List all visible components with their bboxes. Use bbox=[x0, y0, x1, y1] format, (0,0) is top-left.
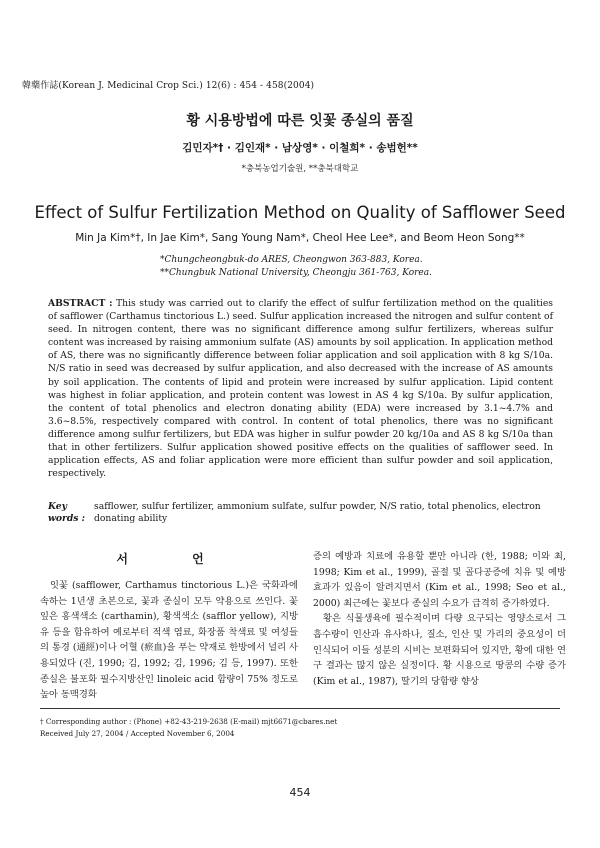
paragraph: 황은 식물생육에 필수적이며 다량 요구되는 영양소로서 그 흡수량이 인산과 유사하나, 질소, 인산 및 가리의 중요성이 더 인식되어 이들 성분의 시비는 보편화되어 있지만, 황에 대한 연구 결과는 많지 않은 실정이다. 황 시용으로 땅콩의 수량 증가 (Kim et al., 1987), 딸기의 당함량 향상 bbox=[313, 613, 566, 687]
keywords-label: Key words : bbox=[48, 501, 86, 524]
paragraph: 잇꽃 (safflower, Carthamus tinctorious L.)은 국화과에 속하는 1년생 초본으로, 꽃과 종실이 모두 약용으로 쓰인다. 꽃잎은 홍색색소 (carthamin), 황색색소 (safflor yellow), 지방유 등을 함유하여 예로부터 적색 염료, 화장품 착색료 및 여성들의 통경 (通經)이나 어혈 (瘀血)을 푸는 약재로 한방에서 널리 사용되었다 (진, 1990; 김, 1992; 김, 1996; 김 등, 1997). 또한 종실은 불포화 필수지방산인 linoleic acid 함량이 75% 정도로 높아 동맥경화 bbox=[40, 580, 298, 701]
corresponding-author-note: † Corresponding author : (Phone) +82-43-219-2638 (E-mail) mjt6671@cbares.net bbox=[40, 717, 338, 726]
korean-authors: 김민자*† · 김인재* · 남상영* · 이철희* · 송범헌** bbox=[182, 142, 418, 154]
english-title: Effect of Sulfur Fertilization Method on Quality of Safflower Seed bbox=[34, 203, 566, 222]
korean-affiliations: *충북농업기술원, **충북대학교 bbox=[241, 164, 359, 174]
korean-title: 황 시용방법에 따른 잇꽃 종실의 품질 bbox=[186, 113, 414, 129]
english-affiliations bbox=[160, 254, 432, 280]
affiliation-line: **Chungbuk National University, Cheongju 361-763, Korea. bbox=[160, 268, 432, 278]
abstract-label: ABSTRACT : bbox=[48, 298, 113, 309]
page-number: 454 bbox=[289, 786, 311, 799]
body-column-left bbox=[40, 578, 298, 703]
keywords bbox=[48, 501, 553, 525]
affiliation-line: *Chungcheongbuk-do ARES, Cheongwon 363-883, Korea. bbox=[160, 255, 423, 265]
section-heading: 서 언 bbox=[116, 552, 234, 566]
english-authors: Min Ja Kim*†, In Jae Kim*, Sang Young Nam*, Cheol Hee Lee*, and Beom Heon Song** bbox=[75, 232, 525, 244]
abstract-body: This study was carried out to clarify the effect of sulfur fertilization method on the qualities of safflower (Carthamus tinctorious L.) seed. Sulfur application increased the nitrogen and sulfur content of seed. In nitrogen content, there was no significant difference among sulfur fertilizers, whereas sulfur content was increased by raising ammonium sulfate (AS) amounts by soil application. In application method of AS, there was no significantly difference between foliar application and soil application with 8 kg S/10a. N/S ratio in seed was decreased by sulfur application, and also decreased with the increase of AS amounts by soil application. The contents of lipid and protein were increased by sulfur application. Lipid content was highest in foliar application, and protein content was lowest in AS 4 kg S/10a. By sulfur application, the content of total phenolics and electron donating ability (EDA) were increased by 3.1~4.7% and 3.6~8.5%, respectively compared with control. In content of total phenolics, there was no significant difference among sulfur fertilizers, but EDA was higher in sulfur powder 20 kg/10a and AS 8 kg S/10a than that in other fertilizers. Sulfur application showed positive effects on the qualities of safflower seed. In application effects, AS and foliar application were more efficient than sulfur powder and soil application, respectively. bbox=[48, 298, 554, 480]
body-column-right bbox=[313, 549, 566, 689]
received-accepted-note: Received July 27, 2004 / Accepted November 6, 2004 bbox=[40, 729, 235, 738]
abstract bbox=[48, 297, 553, 480]
footnote-divider bbox=[40, 708, 560, 709]
paragraph: 증의 예방과 치료에 유용할 뿐만 아니라 (한, 1988; 이와 최, 1998; Kim et al., 1999), 골절 및 골다공증에 치유 및 예방효과가 있음이 알려지면서 (Kim et al., 1998; Seo et al., 2000) 최근에는 꽃보다 종실의 수요가 급격히 증가하였다. bbox=[313, 551, 566, 609]
keywords-text: safflower, sulfur fertilizer, ammonium sulfate, sulfur powder, N/S ratio, total phenolics, electron donating ability bbox=[94, 501, 541, 524]
journal-citation: 韓藥作誌(Korean J. Medicinal Crop Sci.) 12(6) : 454 - 458(2004) bbox=[22, 81, 315, 91]
